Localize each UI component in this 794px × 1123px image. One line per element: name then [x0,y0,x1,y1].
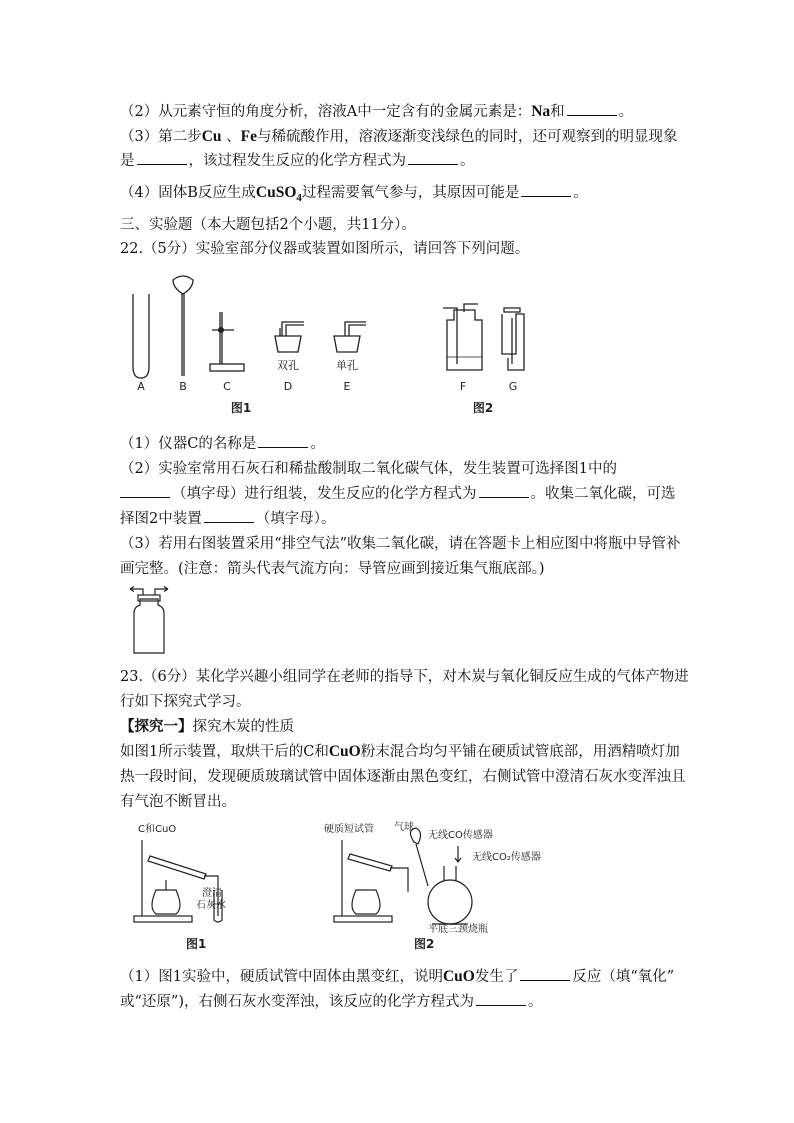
gas-collection-bottle-figure [124,585,174,657]
q23-part1-line2: 或“还原”)，右侧石灰水变浑浊，该反应的化学方程式为 。 [120,991,542,1013]
answer-blank[interactable] [520,966,570,981]
q23-para-line2: 热一段时间，发现硬质玻璃试管中固体逐渐由黑色变红，右侧试管中澄清石灰水变浑浊且 [120,769,686,785]
inquiry-heading: 【探究一】探究木炭的性质 [120,718,294,735]
q22-part3-line1: （3）若用右图装置采用“排空气法”收集二氧化碳，请在答题卡上相应图中将瓶中导管补 [120,536,681,552]
q22-part1: （1）仪器C的名称是 。 [120,433,325,455]
answer-blank[interactable] [408,150,458,165]
label-d: D [283,380,293,393]
label-co-sensor: 无线CO传感器 [428,830,493,841]
q23-intro-line2: 行如下探究式学习。 [120,694,251,710]
answer-blank[interactable] [204,508,254,523]
label-balloon: 气球 [394,822,414,833]
q21-part2: （2）从元素守恒的角度分析，溶液A中一定含有的金属元素是：Na和 。 [120,103,634,120]
label-c: C [223,380,231,393]
label-g: G [508,380,518,393]
gas-bottle-g [502,308,524,370]
caption-fig2: 图2 [414,937,435,951]
q23-experiment-figure [128,820,568,955]
test-tube-a [133,294,149,378]
gas-bottle-f [443,304,482,370]
section-heading: 三、实验题（本大题包括2个小题，共11分）。 [120,217,416,233]
iron-stand-c [210,312,244,371]
q23-para-line1: 如图1所示装置，取烘干后的C和CuO粉末混合均匀平铺在硬质试管底部，用酒精喷灯加 [120,743,680,760]
q23-part1-line1: （1）图1实验中，硬质试管中固体由黑变红，说明CuO发生了 反应（填“氧化” [120,968,675,985]
answer-blank[interactable] [258,433,308,448]
label-e: E [343,380,351,393]
caption-fig1: 图1 [186,937,207,951]
answer-blank[interactable] [521,182,571,197]
caption-fig2: 图2 [472,401,494,415]
label-b: B [179,380,187,393]
q22-part2-line1: （2）实验室常用石灰石和稀盐酸制取二氧化碳气体，发生装置可选择图1中的 [120,461,617,477]
answer-blank[interactable] [479,483,529,498]
label-c-cuo: C和CuO [138,824,177,835]
caption-fig1: 图1 [230,401,252,415]
q23-para-line3: 有气泡不断冒出。 [120,794,236,810]
label-f: F [459,380,467,393]
answer-blank[interactable] [567,101,617,116]
q22-part2-line3: 择图2中装置 （填字母）。 [120,508,335,530]
answer-blank[interactable] [120,483,170,498]
label-co2-sensor: 无线CO₂传感器 [472,852,541,863]
answer-blank[interactable] [137,150,187,165]
label-flask: 平底三颈烧瓶 [428,924,488,935]
q22-intro: 22.（5分）实验室部分仪器或装置如图所示，请回答下列问题。 [120,241,530,257]
q21-part3-line2: 是 ，该过程发生反应的化学方程式为 。 [120,150,475,172]
tag-single-hole: 单孔 [336,359,358,372]
stopper-e [334,322,366,352]
q21-part3-line1: （3）第二步Cu 、Fe与稀硫酸作用，溶液逐渐变浅绿色的同时，还可观察到的明显现象 [120,128,678,145]
label-limewater-2: 石灰水 [196,900,226,911]
q22-part2-line2: （填字母）进行组装，发生反应的化学方程式为 。收集二氧化碳，可选 [120,483,676,505]
funnel-b [173,276,193,294]
q22-part3-line2: 画完整。(注意：箭头代表气流方向：导管应画到接近集气瓶底部。) [120,561,545,577]
answer-blank[interactable] [476,991,526,1006]
label-limewater-1: 澄清 [202,888,222,899]
fig2-apparatus [334,828,472,924]
q22-apparatus-figure [120,272,540,422]
stopper-d [275,322,304,352]
label-short-tube: 硬质短试管 [324,824,374,835]
q23-intro-line1: 23.（6分）某化学兴趣小组同学在老师的指导下，对木炭与氧化铜反应生成的气体产物进 [120,669,689,685]
label-a: A [137,380,145,393]
q21-part4: （4）固体B反应生成CuSO$_4$过程需要氧气参与，其原因可能是 。 [120,184,588,204]
tag-double-hole: 双孔 [277,359,299,372]
